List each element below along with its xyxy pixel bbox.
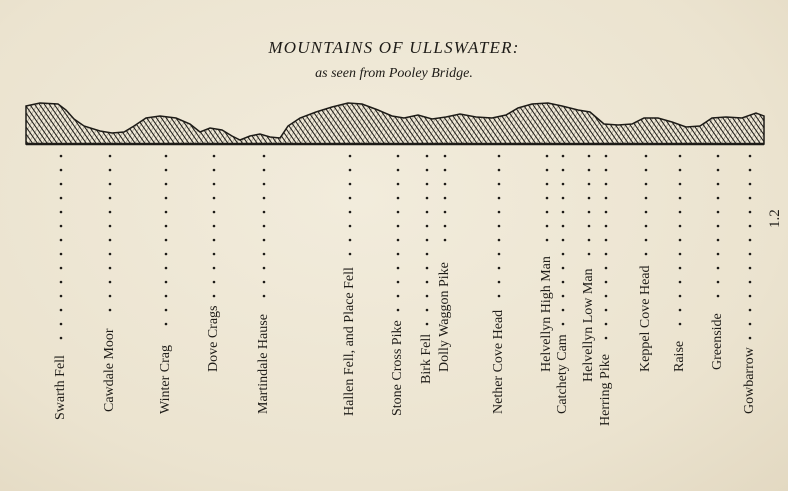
leader-dot [263, 183, 266, 186]
leader-dot [397, 281, 400, 284]
leader-dot [588, 155, 591, 158]
mountain-label: Raise [672, 340, 687, 372]
leader-dot [546, 239, 549, 242]
leader-dot [679, 253, 682, 256]
leader-dot [562, 211, 565, 214]
leader-dot [444, 169, 447, 172]
leader-dot [165, 267, 168, 270]
leader-dot [109, 155, 112, 158]
leader-dot [749, 155, 752, 158]
leader-dot [263, 295, 266, 298]
leader-dot [397, 197, 400, 200]
leader-dot [562, 281, 565, 284]
leader-dot [444, 155, 447, 158]
leader-dot [165, 281, 168, 284]
leader-dot [679, 211, 682, 214]
leader-dot [749, 197, 752, 200]
leader-dot [562, 239, 565, 242]
leader-dot [349, 253, 352, 256]
leader-dot [213, 183, 216, 186]
leader-dot [679, 323, 682, 326]
leader-dot [679, 197, 682, 200]
leader-dot [213, 239, 216, 242]
leader-dot [349, 239, 352, 242]
mountain-label: Keppel Cove Head [638, 265, 653, 372]
leader-dot [349, 211, 352, 214]
leader-dot [588, 169, 591, 172]
leader-dot [109, 281, 112, 284]
leader-dot [60, 281, 63, 284]
leader-dot [213, 197, 216, 200]
mountain-label: Greenside [710, 313, 725, 370]
mountain-label: Birk Fell [419, 333, 434, 384]
leader-dot [562, 323, 565, 326]
leader-dot [605, 309, 608, 312]
leader-dot [444, 211, 447, 214]
leader-dot [109, 309, 112, 312]
leader-dot [588, 183, 591, 186]
leader-dot [60, 183, 63, 186]
leader-dot [165, 323, 168, 326]
leader-dot [588, 253, 591, 256]
leader-dot [562, 183, 565, 186]
mountain-label: Helvellyn High Man [539, 256, 554, 372]
leader-dot [444, 183, 447, 186]
leader-dot [109, 211, 112, 214]
leader-dot [749, 211, 752, 214]
leader-dot [426, 155, 429, 158]
leader-dot [717, 183, 720, 186]
leader-dot [717, 267, 720, 270]
leader-dot [263, 155, 266, 158]
leader-dot [397, 169, 400, 172]
leader-dot [717, 211, 720, 214]
leader-dot [426, 197, 429, 200]
leader-dot [60, 295, 63, 298]
leader-dot [397, 253, 400, 256]
leader-dot [263, 225, 266, 228]
leader-dot [717, 155, 720, 158]
leader-dot [749, 225, 752, 228]
leader-dot [426, 281, 429, 284]
leader-dot [605, 239, 608, 242]
leader-dot [498, 253, 501, 256]
leader-dot [444, 239, 447, 242]
leader-dot [165, 239, 168, 242]
leader-dot [109, 267, 112, 270]
leader-dot [645, 169, 648, 172]
leader-dot [498, 211, 501, 214]
leader-dot [397, 309, 400, 312]
leader-dot [588, 211, 591, 214]
leader-dot [165, 295, 168, 298]
leader-dot [717, 295, 720, 298]
leader-dot [213, 267, 216, 270]
leader-dot [546, 169, 549, 172]
leader-dot [426, 295, 429, 298]
leader-dot [546, 225, 549, 228]
leader-dot [605, 281, 608, 284]
leader-dot [546, 155, 549, 158]
leader-dot [562, 295, 565, 298]
leader-dot [165, 309, 168, 312]
leader-dot [605, 211, 608, 214]
leader-dot [679, 155, 682, 158]
leader-dot [749, 281, 752, 284]
leader-dot [109, 169, 112, 172]
leader-dot [498, 295, 501, 298]
leader-dot [749, 253, 752, 256]
leader-dot [109, 183, 112, 186]
leader-dot [60, 197, 63, 200]
leader-dot [679, 281, 682, 284]
leader-dot [349, 225, 352, 228]
leader-dot [263, 211, 266, 214]
leader-dot [498, 267, 501, 270]
leader-dot [109, 239, 112, 242]
leader-dot [397, 239, 400, 242]
leader-dot [263, 267, 266, 270]
leader-dot [426, 253, 429, 256]
mountain-label: Winter Crag [158, 344, 173, 414]
leader-dot [165, 169, 168, 172]
leader-dot [426, 323, 429, 326]
mountain-label: Nether Cove Head [491, 309, 506, 414]
mountain-label: Swarth Fell [53, 355, 68, 420]
leader-dot [165, 211, 168, 214]
leader-dot [397, 211, 400, 214]
leader-dot [213, 225, 216, 228]
leader-dot [213, 253, 216, 256]
page-subtitle: as seen from Pooley Bridge. [315, 66, 473, 81]
leader-dot [562, 309, 565, 312]
leader-dot [397, 225, 400, 228]
leader-dot [213, 211, 216, 214]
leader-dot [426, 267, 429, 270]
leader-dot [165, 183, 168, 186]
leader-dot [717, 225, 720, 228]
leader-dot [397, 183, 400, 186]
leader-dot [397, 267, 400, 270]
leader-dot [109, 197, 112, 200]
leader-dot [749, 295, 752, 298]
leader-dot [605, 337, 608, 340]
leader-dot [605, 253, 608, 256]
leader-dot [60, 155, 63, 158]
leader-dot [60, 323, 63, 326]
leader-dot [605, 183, 608, 186]
leader-dot [645, 225, 648, 228]
leader-dot [562, 155, 565, 158]
leader-dot [109, 295, 112, 298]
leader-dot [349, 155, 352, 158]
leader-dot [749, 169, 752, 172]
leader-dot [165, 155, 168, 158]
mountain-label: Herring Pike [598, 354, 613, 426]
leader-dot [109, 253, 112, 256]
mountain-label: Stone Cross Pike [390, 320, 405, 416]
leader-dot [605, 323, 608, 326]
leader-dot [213, 169, 216, 172]
leader-dot [605, 267, 608, 270]
leader-dot [588, 225, 591, 228]
leader-dot [717, 253, 720, 256]
leader-dot [263, 197, 266, 200]
leader-dot [749, 183, 752, 186]
leader-dot [679, 225, 682, 228]
leader-dot [397, 155, 400, 158]
leader-dot [562, 197, 565, 200]
leader-dot [749, 337, 752, 340]
leader-dot [679, 183, 682, 186]
mountain-label: Martindale Hause [256, 314, 271, 414]
leader-dot [263, 281, 266, 284]
leader-dot [645, 183, 648, 186]
mountain-label: Catchety Cam [555, 334, 570, 414]
leader-dot [60, 239, 63, 242]
leader-dot [645, 239, 648, 242]
leader-dot [60, 253, 63, 256]
leader-dot [749, 239, 752, 242]
leader-dot [562, 253, 565, 256]
leader-dot [717, 197, 720, 200]
leader-dot [426, 169, 429, 172]
leader-dot [546, 211, 549, 214]
leader-dot [498, 183, 501, 186]
leader-dot [605, 169, 608, 172]
leader-dot [60, 169, 63, 172]
leader-dot [213, 281, 216, 284]
leader-dot [588, 197, 591, 200]
leader-dot [605, 155, 608, 158]
leader-dot [562, 225, 565, 228]
leader-dot [679, 295, 682, 298]
mountain-label: Cawdale Moor [102, 328, 117, 412]
leader-dot [498, 225, 501, 228]
leader-dot [60, 309, 63, 312]
page-title: MOUNTAINS OF ULLSWATER: [268, 38, 520, 57]
leader-dot [749, 267, 752, 270]
mountain-label: Gowbarrow [742, 347, 757, 414]
mountain-label: Helvellyn Low Man [581, 268, 596, 382]
leader-dot [165, 253, 168, 256]
leader-dot [60, 337, 63, 340]
leader-dot [426, 309, 429, 312]
leader-dot [349, 169, 352, 172]
leader-dot [60, 225, 63, 228]
leader-dot [546, 197, 549, 200]
leader-dot [679, 239, 682, 242]
leader-dot [645, 155, 648, 158]
leader-dot [498, 197, 501, 200]
leader-dot [60, 211, 63, 214]
leader-dot [426, 211, 429, 214]
leader-dot [588, 239, 591, 242]
leader-dot [498, 155, 501, 158]
leader-dot [645, 197, 648, 200]
leader-dot [498, 281, 501, 284]
leader-dot [749, 309, 752, 312]
leader-dot [645, 253, 648, 256]
leader-dot [165, 197, 168, 200]
mountain-label: Dove Crags [206, 305, 221, 372]
leader-dot [679, 169, 682, 172]
leader-dot [349, 183, 352, 186]
leader-dot [498, 239, 501, 242]
leader-dot [109, 225, 112, 228]
leader-dot [562, 169, 565, 172]
leader-dot [263, 253, 266, 256]
leader-dot [498, 169, 501, 172]
leader-dot [426, 239, 429, 242]
leader-dot [444, 225, 447, 228]
leader-dot [426, 183, 429, 186]
page-edge-mark: 1.2 [767, 209, 783, 228]
leader-dot [213, 295, 216, 298]
leader-dot [263, 169, 266, 172]
leader-dot [605, 197, 608, 200]
leader-dot [60, 267, 63, 270]
leader-dot [605, 225, 608, 228]
leader-dot [426, 225, 429, 228]
leader-dot [717, 281, 720, 284]
leader-dot [679, 309, 682, 312]
mountain-label: Dolly Waggon Pike [437, 262, 452, 372]
leader-dot [645, 211, 648, 214]
leader-dot [397, 295, 400, 298]
leader-dot [749, 323, 752, 326]
leader-dot [717, 239, 720, 242]
leader-dot [349, 197, 352, 200]
leader-dot [679, 267, 682, 270]
leader-dot [605, 295, 608, 298]
leader-dot [213, 155, 216, 158]
leader-dot [263, 239, 266, 242]
leader-dot [562, 267, 565, 270]
leader-dot [165, 225, 168, 228]
leader-dot [546, 183, 549, 186]
mountain-label: Hallen Fell, and Place Fell [342, 267, 357, 416]
leader-dot [444, 197, 447, 200]
leader-dot [717, 169, 720, 172]
